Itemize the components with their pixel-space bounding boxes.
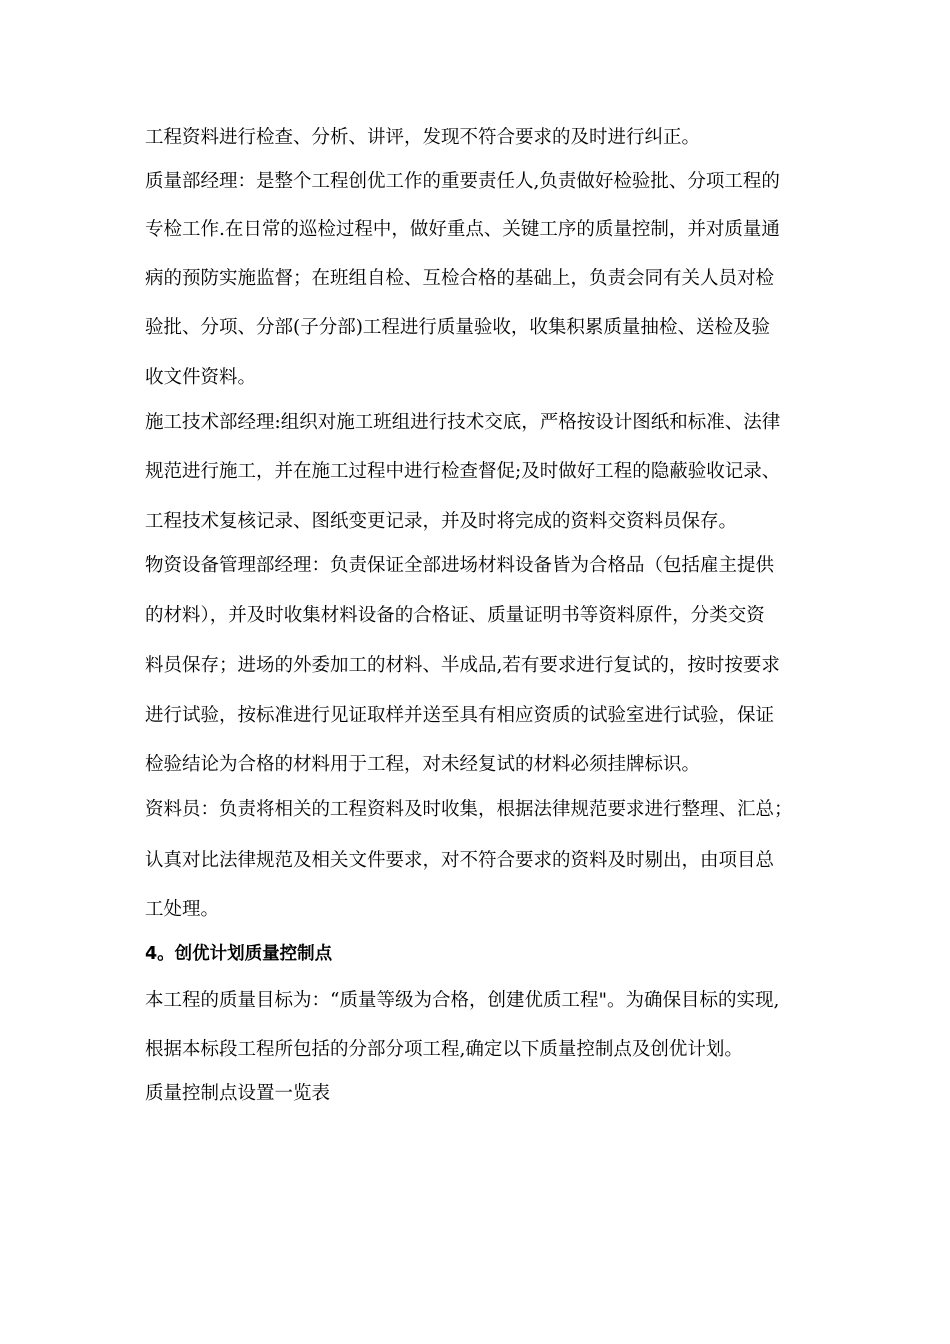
paragraph-line: 规范进行施工，并在施工过程中进行检查督促;及时做好工程的隐蔽验收记录、: [145, 461, 781, 482]
section-heading: 4。创优计划质量控制点: [145, 944, 333, 964]
paragraph-line: 资料员：负责将相关的工程资料及时收集，根据法律规范要求进行整理、汇总；: [145, 799, 793, 820]
paragraph-line: 料员保存；进场的外委加工的材料、半成品,若有要求进行复试的，按时按要求: [145, 655, 780, 676]
paragraph-line: 根据本标段工程所包括的分部分项工程,确定以下质量控制点及创优计划。: [145, 1039, 743, 1060]
paragraph-line: 物资设备管理部经理：负责保证全部进场材料设备皆为合格品（包括雇主提供: [145, 555, 775, 576]
paragraph-line: 施工技术部经理:组织对施工班组进行技术交底，严格按设计图纸和标准、法律: [145, 412, 781, 433]
paragraph-line: 的材料），并及时收集材料设备的合格证、质量证明书等资料原件，分类交资: [145, 605, 765, 626]
paragraph-line: 检验结论为合格的材料用于工程，对未经复试的材料必须挂牌标识。: [145, 754, 701, 775]
paragraph-line: 认真对比法律规范及相关文件要求，对不符合要求的资料及时剔出，由项目总: [145, 850, 775, 871]
paragraph-line: 工程技术复核记录、图纸变更记录，并及时将完成的资料交资料员保存。: [145, 511, 738, 532]
paragraph-line: 收文件资料。: [145, 367, 257, 388]
paragraph-line: 工程资料进行检查、分析、讲评，发现不符合要求的及时进行纠正。: [145, 127, 701, 148]
paragraph-line: 病的预防实施监督；在班组自检、互检合格的基础上，负责会同有关人员对检: [145, 268, 775, 289]
paragraph-line: 本工程的质量目标为：“质量等级为合格，创建优质工程"。为确保目标的实现,: [145, 990, 780, 1011]
table-caption: 质量控制点设置一览表: [145, 1083, 331, 1104]
paragraph-line: 专检工作.在日常的巡检过程中，做好重点、关键工序的质量控制，并对质量通: [145, 219, 780, 240]
paragraph-line: 质量部经理：是整个工程创优工作的重要责任人,负责做好检验批、分项工程的: [145, 171, 780, 192]
paragraph-line: 工处理。: [145, 899, 220, 920]
paragraph-line: 进行试验，按标准进行见证取样并送至具有相应资质的试验室进行试验，保证: [145, 705, 775, 726]
paragraph-line: 验批、分项、分部(子分部)工程进行质量验收，收集积累质量抽检、送检及验: [145, 317, 770, 338]
